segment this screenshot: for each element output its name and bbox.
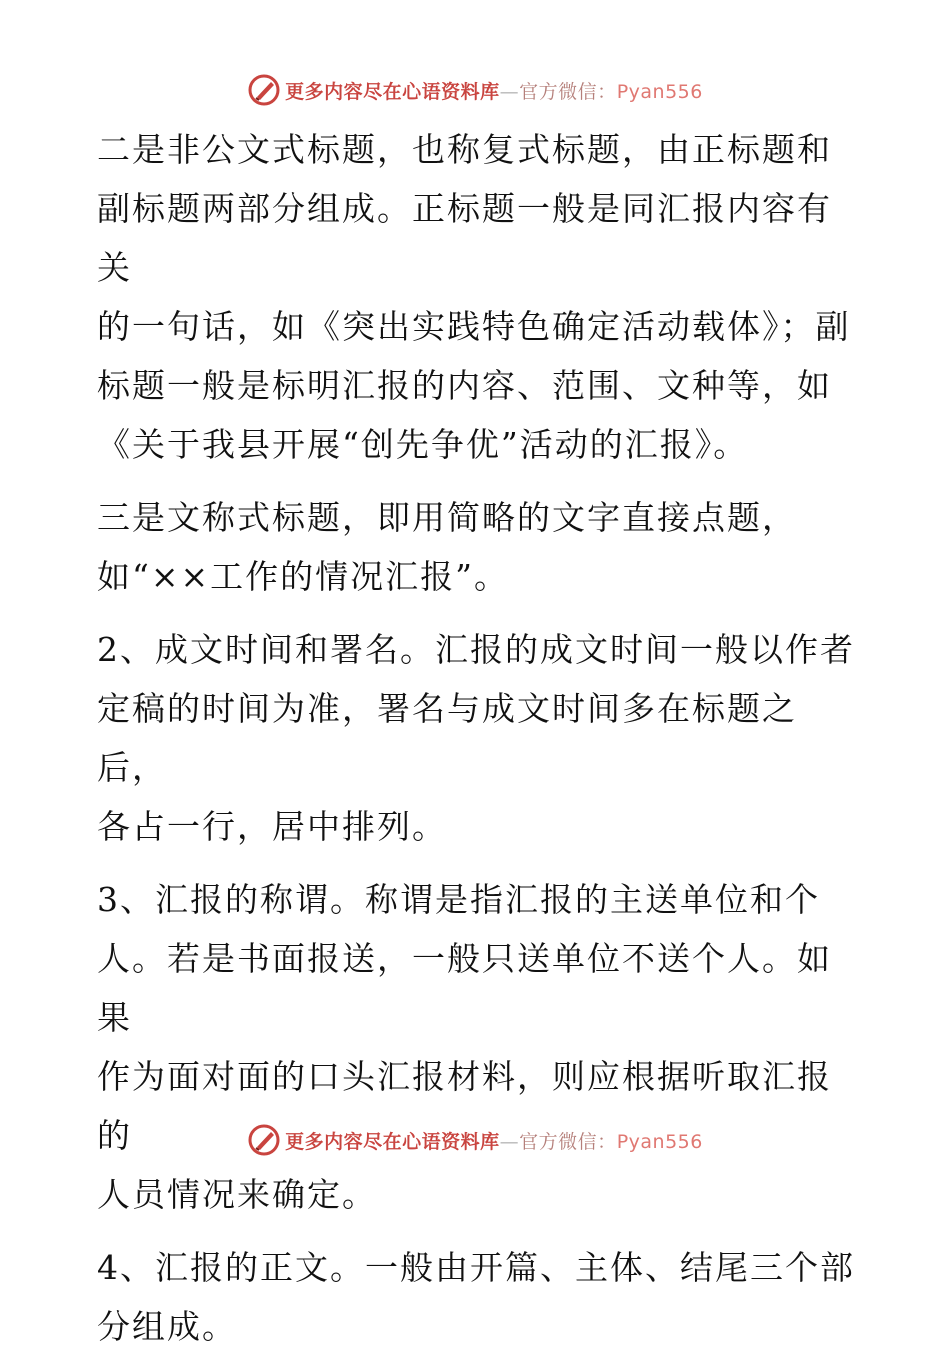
watermark-brand: 更多内容尽在心语资料库 (285, 80, 500, 103)
quill-logo-icon (247, 73, 281, 107)
watermark-account: Pyan556 (616, 1130, 703, 1153)
paragraph-body-text: 4、汇报的正文。一般由开篇、主体、结尾三个部 分组成。 (97, 1248, 855, 1346)
watermark-account: Pyan556 (616, 80, 703, 103)
document-body (97, 120, 857, 1370)
quill-logo-icon (247, 1123, 281, 1157)
paragraph-nonformal-title: 二是非公文式标题，也称复式标题，由正标题和 副标题两部分组成。正标题一般是同汇报内容有关 的一句话，如《突出实践特色确定活动载体》；副 标题一般是标明汇报的内容、范围、文种等，如 《关于我县开展“创先争优”活动的汇报》。 (97, 130, 851, 464)
watermark-label: 官方微信： (519, 1130, 617, 1153)
watermark-dash: — (499, 80, 520, 103)
watermark-dash: — (499, 1130, 520, 1153)
header-watermark (0, 70, 950, 110)
paragraph-salutation: 3、汇报的称谓。称谓是指汇报的主送单位和个 人。若是书面报送，一般只送单位不送个人。如果 作为面对面的口头汇报材料，则应根据听取汇报的 人员情况来确定。 (97, 880, 832, 1214)
footer-watermark (0, 1120, 950, 1160)
watermark-label: 官方微信： (519, 80, 617, 103)
paragraph-text-title: 三是文称式标题，即用简略的文字直接点题， 如“××工作的情况汇报”。 (97, 498, 797, 596)
watermark-brand: 更多内容尽在心语资料库 (285, 1130, 500, 1153)
paragraph-date-signature: 2、成文时间和署名。汇报的成文时间一般以作者 定稿的时间为准，署名与成文时间多在标题之后， 各占一行，居中排列。 (97, 630, 855, 846)
